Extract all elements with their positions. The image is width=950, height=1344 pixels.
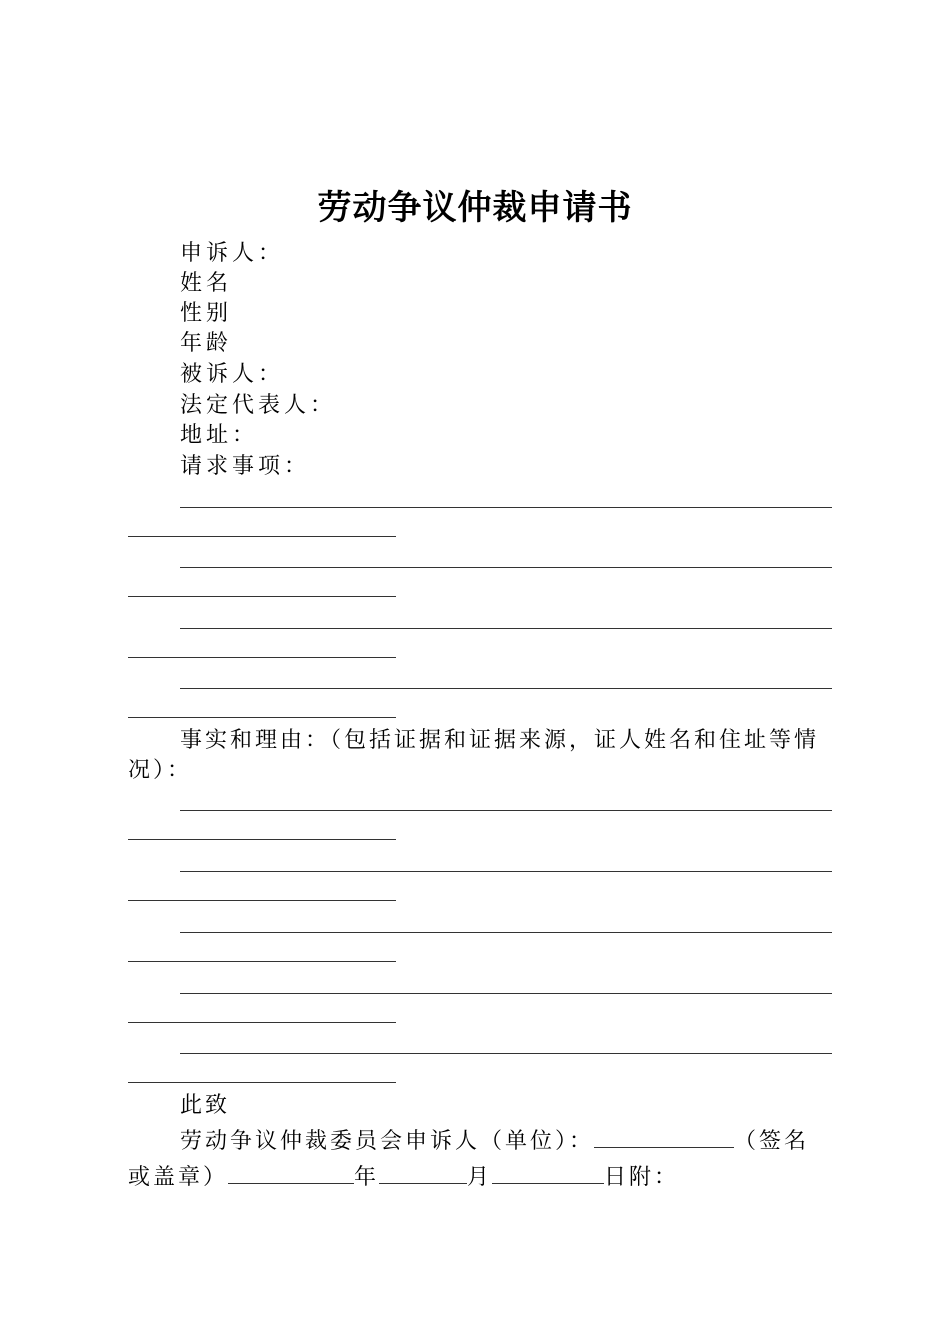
month-blank[interactable]: [492, 1161, 604, 1184]
unit-blank[interactable]: [594, 1125, 734, 1148]
facts-blank-line[interactable]: [0, 993, 950, 1033]
field-age: 年龄: [180, 331, 233, 356]
document-title: 劳动争议仲裁申请书: [317, 188, 633, 228]
closing-section: [128, 1088, 832, 1196]
field-claims: 请求事项：: [180, 454, 311, 479]
field-legal-rep: 法定代表人：: [180, 393, 337, 418]
month-label: 月: [467, 1165, 493, 1190]
underline: [128, 900, 396, 901]
underline: [180, 1053, 832, 1054]
seal-label: 或盖章）: [128, 1165, 229, 1190]
claims-blank-line[interactable]: [0, 688, 950, 728]
facts-blank-line[interactable]: [0, 932, 950, 972]
committee-applicant-label: 劳动争议仲裁委员会申诉人（单位）：: [180, 1129, 595, 1154]
facts-blank-line[interactable]: [0, 871, 950, 911]
underline: [128, 717, 396, 718]
underline: [180, 932, 832, 933]
underline: [180, 688, 832, 689]
year-blank[interactable]: [379, 1161, 467, 1184]
field-gender: 性别: [180, 301, 233, 326]
field-address: 地址：: [180, 423, 259, 448]
underline: [180, 810, 832, 811]
underline: [180, 628, 832, 629]
year-label: 年: [354, 1165, 380, 1190]
underline: [128, 839, 396, 840]
claims-blank-line[interactable]: [0, 507, 950, 547]
sign-label: （签名: [734, 1129, 810, 1154]
salutation: 此致: [180, 1093, 231, 1118]
field-applicant: 申诉人：: [180, 241, 285, 266]
field-name: 姓名: [180, 271, 233, 296]
facts-blank-line[interactable]: [0, 810, 950, 850]
day-attach-label: 日附：: [604, 1165, 680, 1190]
seal-blank[interactable]: [228, 1161, 354, 1184]
claims-blank-line[interactable]: [0, 567, 950, 607]
underline: [128, 961, 396, 962]
facts-heading: 事实和理由：（包括证据和证据来源，证人姓名和住址等情况）：: [128, 728, 820, 783]
facts-blank-line[interactable]: [0, 1053, 950, 1093]
underline: [128, 536, 396, 537]
underline: [128, 596, 396, 597]
underline: [180, 871, 832, 872]
field-respondent: 被诉人：: [180, 362, 285, 387]
underline: [128, 1082, 396, 1083]
underline: [128, 1022, 396, 1023]
closing-line-2: [128, 1160, 832, 1196]
closing-line-1: [128, 1124, 832, 1160]
underline: [180, 567, 832, 568]
underline: [180, 993, 832, 994]
underline: [180, 507, 832, 508]
claims-blank-line[interactable]: [0, 628, 950, 668]
underline: [128, 657, 396, 658]
